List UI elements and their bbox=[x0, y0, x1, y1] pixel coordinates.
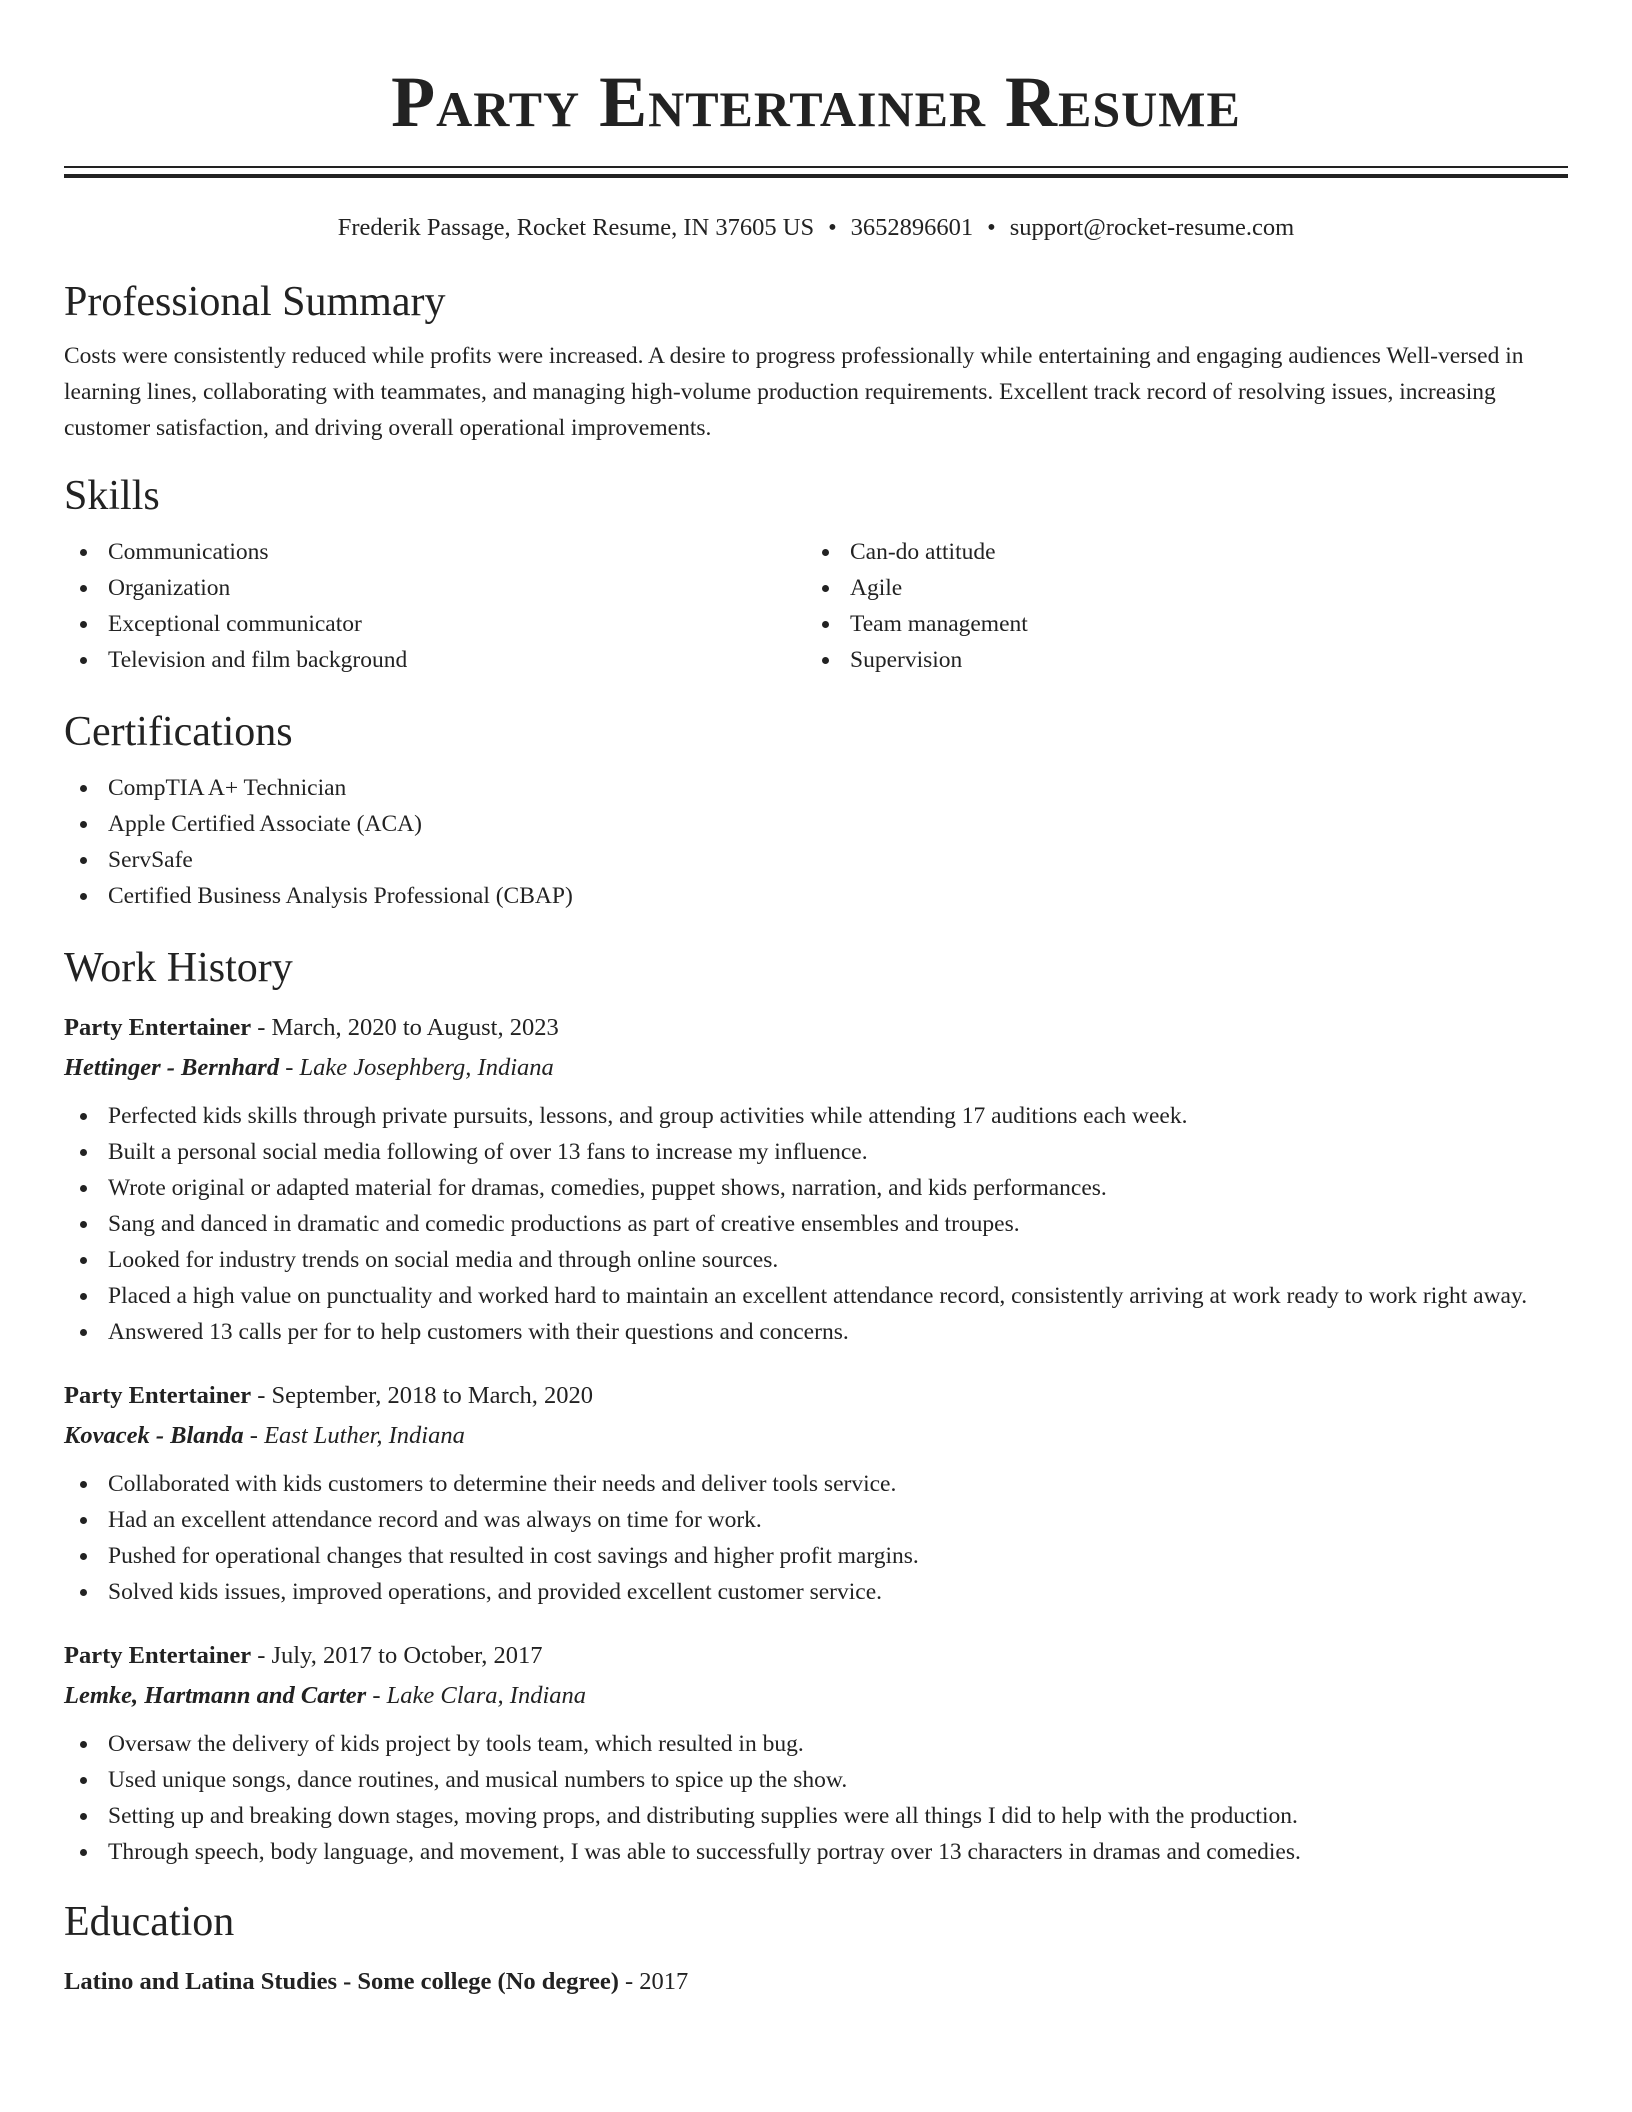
skills-list-left bbox=[64, 534, 806, 678]
summary-text: Costs were consistently reduced while profits were increased. A desire to progress professionally while entertaining and engaging audiences Well-versed in learning lines, collaborating with teammates, and managing high-volume production requirements. Excellent track record of resolving issues, increasing customer satisfaction, and driving overall operational improvements. bbox=[64, 343, 1524, 441]
contact-address: Frederik Passage, Rocket Resume, IN 37605 US bbox=[337, 214, 815, 241]
section-heading: Certifications bbox=[64, 709, 293, 755]
skill-item: Organization bbox=[64, 570, 806, 606]
job-bullet: Perfected kids skills through private pursuits, lessons, and group activities while attending 17 auditions each week. bbox=[64, 1098, 1568, 1134]
skill-item: Communications bbox=[64, 534, 806, 570]
skill-item: Can-do attitude bbox=[806, 534, 1548, 570]
certifications-section bbox=[64, 706, 1568, 914]
job-bullet: Pushed for operational changes that resulted in cost savings and higher profit margins. bbox=[64, 1538, 1568, 1574]
job-bullet: Collaborated with kids customers to determine their needs and deliver tools service. bbox=[64, 1466, 1568, 1502]
education-section bbox=[64, 1896, 1568, 2002]
skill-item: Supervision bbox=[806, 642, 1548, 678]
job-bullet: Solved kids issues, improved operations, and provided excellent customer service. bbox=[64, 1574, 1568, 1610]
job-bullets bbox=[64, 1098, 1568, 1350]
contact-email: support@rocket-resume.com bbox=[1009, 214, 1295, 241]
certification-item: CompTIA A+ Technician bbox=[64, 770, 1568, 806]
certification-item: ServSafe bbox=[64, 842, 1568, 878]
contact-phone: 3652896601 bbox=[850, 214, 974, 241]
job-dates: March, 2020 to August, 2023 bbox=[271, 1014, 559, 1041]
dash-separator: - bbox=[243, 1422, 265, 1449]
education-entry bbox=[64, 1962, 1568, 2002]
job-location: East Luther, Indiana bbox=[264, 1422, 465, 1449]
job-title-line bbox=[64, 1376, 1568, 1416]
summary-section bbox=[64, 276, 1568, 446]
job-bullet: Wrote original or adapted material for dramas, comedies, puppet shows, narration, and kids performances. bbox=[64, 1170, 1568, 1206]
job-dates: July, 2017 to October, 2017 bbox=[271, 1642, 543, 1669]
job-bullet: Placed a high value on punctuality and worked hard to maintain an excellent attendance record, consistently arriving at work ready to work right away. bbox=[64, 1278, 1568, 1314]
job-company-line bbox=[64, 1048, 1568, 1088]
skill-item: Exceptional communicator bbox=[64, 606, 806, 642]
job-location: Lake Clara, Indiana bbox=[386, 1682, 587, 1709]
skill-item: Agile bbox=[806, 570, 1548, 606]
job-entry bbox=[64, 1376, 1568, 1610]
job-bullets bbox=[64, 1726, 1568, 1870]
dash-separator: - bbox=[366, 1682, 387, 1709]
certification-item: Certified Business Analysis Professional (CBAP) bbox=[64, 878, 1568, 914]
job-bullet: Had an excellent attendance record and was always on time for work. bbox=[64, 1502, 1568, 1538]
job-entry bbox=[64, 1636, 1568, 1870]
job-location: Lake Josephberg, Indiana bbox=[299, 1054, 554, 1081]
job-company: Lemke, Hartmann and Carter bbox=[64, 1682, 367, 1709]
job-role: Party Entertainer bbox=[64, 1382, 252, 1409]
skill-item: Television and film background bbox=[64, 642, 806, 678]
certification-item: Apple Certified Associate (ACA) bbox=[64, 806, 1568, 842]
resume-page bbox=[64, 0, 1568, 2002]
contact-separator: • bbox=[987, 214, 996, 241]
job-bullets bbox=[64, 1466, 1568, 1610]
page-title: Party Entertainer Resume bbox=[391, 62, 1241, 142]
job-bullet: Built a personal social media following of over 13 fans to increase my influence. bbox=[64, 1134, 1568, 1170]
job-bullet: Oversaw the delivery of kids project by tools team, which resulted in bug. bbox=[64, 1726, 1568, 1762]
title-divider-thick bbox=[64, 174, 1568, 178]
section-heading: Skills bbox=[64, 473, 160, 519]
job-bullet: Setting up and breaking down stages, moving props, and distributing supplies were all things I did to help with the production. bbox=[64, 1798, 1568, 1834]
job-bullet: Looked for industry trends on social media and through online sources. bbox=[64, 1242, 1568, 1278]
job-company-line bbox=[64, 1676, 1568, 1716]
dash-separator: - bbox=[279, 1054, 300, 1081]
job-title-line bbox=[64, 1008, 1568, 1048]
contact-separator: • bbox=[828, 214, 837, 241]
job-entry bbox=[64, 1008, 1568, 1350]
education-year: 2017 bbox=[639, 1968, 689, 1995]
dash-separator: - bbox=[251, 1382, 272, 1409]
job-bullet: Through speech, body language, and movement, I was able to successfully portray over 13 characters in dramas and comedies. bbox=[64, 1834, 1568, 1870]
skills-list-right bbox=[806, 534, 1548, 678]
certifications-list bbox=[64, 770, 1568, 914]
job-role: Party Entertainer bbox=[64, 1642, 252, 1669]
dash-separator: - bbox=[251, 1014, 272, 1041]
job-title-line bbox=[64, 1636, 1568, 1676]
section-heading: Work History bbox=[64, 945, 293, 991]
title-divider-thin bbox=[64, 166, 1568, 168]
dash-separator: - bbox=[618, 1968, 640, 1995]
skill-item: Team management bbox=[806, 606, 1548, 642]
skills-section bbox=[64, 470, 1568, 678]
job-role: Party Entertainer bbox=[64, 1014, 252, 1041]
dash-separator: - bbox=[251, 1642, 272, 1669]
section-heading: Professional Summary bbox=[64, 279, 446, 325]
job-bullet: Used unique songs, dance routines, and musical numbers to spice up the show. bbox=[64, 1762, 1568, 1798]
section-heading: Education bbox=[64, 1899, 235, 1945]
work-history-section bbox=[64, 942, 1568, 1870]
job-company-line bbox=[64, 1416, 1568, 1456]
job-company: Hettinger - Bernhard bbox=[64, 1054, 280, 1081]
job-bullet: Sang and danced in dramatic and comedic productions as part of creative ensembles and troupes. bbox=[64, 1206, 1568, 1242]
education-degree: Latino and Latina Studies - Some college (No degree) bbox=[64, 1968, 619, 1995]
job-company: Kovacek - Blanda bbox=[64, 1422, 244, 1449]
skills-columns bbox=[64, 534, 1568, 678]
job-bullet: Answered 13 calls per for to help customers with their questions and concerns. bbox=[64, 1314, 1568, 1350]
job-dates: September, 2018 to March, 2020 bbox=[271, 1382, 594, 1409]
contact-line bbox=[64, 212, 1568, 244]
